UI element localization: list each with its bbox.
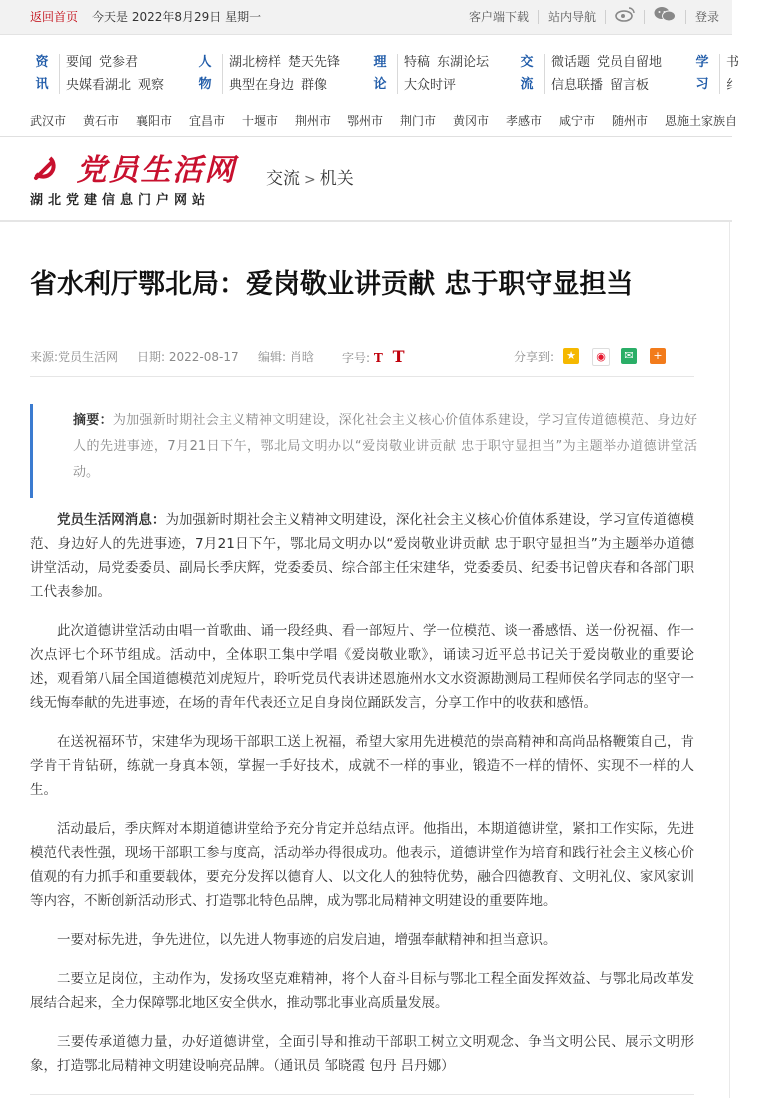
city-link[interactable]: 孝感市 bbox=[506, 114, 543, 128]
article-abstract bbox=[30, 404, 697, 498]
nav-link[interactable]: 书 bbox=[726, 55, 740, 70]
nav-category[interactable]: 理 论 bbox=[372, 52, 388, 96]
nav-link[interactable]: 群像 bbox=[301, 78, 328, 93]
nav-category[interactable]: 学 习 bbox=[694, 52, 710, 96]
nav-category[interactable]: 交 流 bbox=[519, 52, 535, 96]
article-paragraph: 此次道德讲堂活动由唱一首歌曲、诵一段经典、看一部短片、学一位模范、谈一番感悟、送一份祝福、作一次点评七个环节组成。活动中，全体职工集中学唱《爱岗敬业歌》，诵读习近平总书记关于爱岗敬业的重要论述，观看第八届全国道德模范刘虎短片，聆听党员代表讲述恩施州水文水资源勘测局工程师侯名学同志的坚守一线无悔奉献的先进事迹，在场的青年代表还立足自身岗位踊跃发言，分享工作中的收获和感悟。 bbox=[30, 623, 694, 711]
city-nav bbox=[0, 110, 760, 132]
article-paragraph: 一要对标先进，争先进位，以先进人物事迹的启发启迪，增强奉献精神和担当意识。 bbox=[57, 932, 557, 948]
qzone-share-icon[interactable]: ★ bbox=[563, 348, 579, 364]
divider bbox=[0, 136, 732, 137]
top-bar bbox=[0, 0, 732, 35]
site-nav-link[interactable]: 站内导航 bbox=[547, 10, 596, 24]
nav-category[interactable]: 人 物 bbox=[197, 52, 213, 96]
nav-link[interactable]: 留言板 bbox=[610, 78, 650, 93]
breadcrumb bbox=[266, 164, 354, 189]
nav-category[interactable]: 资 讯 bbox=[34, 52, 50, 96]
party-emblem-icon bbox=[30, 153, 72, 188]
city-link[interactable]: 荆州市 bbox=[295, 114, 332, 128]
divider bbox=[729, 222, 730, 1098]
font-size-label: 字号: bbox=[342, 351, 371, 365]
article-editor: 编辑: 肖晗 bbox=[258, 350, 314, 364]
city-link[interactable]: 黄石市 bbox=[83, 114, 120, 128]
wechat-share-icon[interactable]: ✉ bbox=[621, 348, 637, 364]
breadcrumb-level2[interactable]: 机关 bbox=[319, 169, 354, 189]
nav-link[interactable]: 东湖论坛 bbox=[437, 55, 490, 70]
client-download-link[interactable]: 客户端下载 bbox=[468, 10, 529, 24]
article-source: 来源:党员生活网 bbox=[30, 350, 119, 364]
nav-link[interactable]: 湖北榜样 bbox=[229, 55, 282, 70]
nav-link[interactable]: 信息联播 bbox=[551, 78, 604, 93]
font-large-button[interactable]: T bbox=[392, 347, 405, 366]
city-link[interactable]: 黄冈市 bbox=[453, 114, 490, 128]
lead-label: 党员生活网消息： bbox=[57, 512, 166, 528]
today-date: 今天是 2022年8月29日 星期一 bbox=[92, 10, 262, 24]
site-logo[interactable] bbox=[30, 145, 240, 211]
city-link[interactable]: 鄂州市 bbox=[347, 114, 384, 128]
city-link[interactable]: 荆门市 bbox=[400, 114, 437, 128]
login-link[interactable]: 登录 bbox=[694, 10, 719, 24]
city-link[interactable]: 襄阳市 bbox=[136, 114, 173, 128]
wechat-icon[interactable] bbox=[645, 0, 685, 34]
weibo-share-icon[interactable]: ◉ bbox=[592, 348, 610, 366]
share-label: 分享到: bbox=[514, 350, 555, 364]
abstract-text: 为加强新时期社会主义精神文明建设，深化社会主义核心价值体系建设，学习宣传道德模范、身边好人的先进事迹，7月21日下午，鄂北局文明办以“爱岗敬业讲贡献 忠于职守显担当”为主题举办道德讲堂活动。 bbox=[73, 413, 697, 480]
article-body bbox=[30, 508, 694, 1093]
city-link[interactable]: 宜昌市 bbox=[189, 114, 226, 128]
city-link[interactable]: 武汉市 bbox=[30, 114, 67, 128]
city-link[interactable]: 咸宁市 bbox=[559, 114, 596, 128]
more-share-icon[interactable]: + bbox=[650, 348, 666, 364]
article-paragraph: 三要传承道德力量，办好道德讲堂，全面引导和推动干部职工树立文明观念、争当文明公民、展示文明形象，打造鄂北局精神文明建设响亮品牌。（通讯员 邹晓霞 包丹 吕丹娜） bbox=[30, 1034, 694, 1074]
nav-link[interactable]: 观察 bbox=[138, 78, 165, 93]
divider bbox=[30, 1094, 694, 1095]
breadcrumb-level1[interactable]: 交流 bbox=[266, 169, 300, 189]
weibo-icon[interactable] bbox=[606, 0, 644, 34]
home-link[interactable]: 返回首页 bbox=[30, 10, 79, 24]
article-paragraph: 二要立足岗位，主动作为，发扬攻坚克难精神，将个人奋斗目标与鄂北工程全面发挥效益、与鄂北局改革发展结合起来，全力保障鄂北地区安全供水，推动鄂北事业高质量发展。 bbox=[30, 971, 694, 1011]
nav-link[interactable]: 党参君 bbox=[99, 55, 139, 70]
logo-brand: 党员生活网 bbox=[30, 145, 236, 189]
logo-subtitle: 湖北党建信息门户网站 bbox=[30, 193, 211, 208]
nav-link[interactable]: 央媒看湖北 bbox=[66, 78, 132, 93]
font-small-button[interactable]: T bbox=[373, 351, 383, 365]
article-title: 省水利厅鄂北局：爱岗敬业讲贡献 忠于职守显担当 bbox=[30, 269, 634, 301]
nav-link[interactable]: 大众时评 bbox=[404, 78, 457, 93]
nav-link[interactable]: 特稿 bbox=[404, 55, 431, 70]
article-paragraph: 在送祝福环节，宋建华为现场干部职工送上祝福，希望大家用先进模范的崇高精神和高尚品格鞭策自己，肯学肯干肯钻研，练就一身真本领，掌握一手好技术，成就不一样的事业，锻造不一样的情怀、实现不一样的人生。 bbox=[30, 734, 694, 798]
font-size-control bbox=[342, 346, 405, 369]
top-right-links bbox=[460, 0, 728, 34]
nav-link[interactable]: 党员自留地 bbox=[597, 55, 663, 70]
nav-link[interactable]: 要闻 bbox=[66, 55, 93, 70]
city-link[interactable]: 随州市 bbox=[612, 114, 649, 128]
abstract-label: 摘要： bbox=[73, 413, 113, 428]
nav-link[interactable]: 纟 bbox=[726, 78, 740, 93]
city-link[interactable]: 十堰市 bbox=[242, 114, 279, 128]
article-date: 日期: 2022-08-17 bbox=[137, 350, 239, 364]
article-paragraph: 活动最后，季庆辉对本期道德讲堂给予充分肯定并总结点评。他指出，本期道德讲堂，紧扣工作实际，先进模范代表性强，现场干部职工参与度高，活动举办得很成功。他表示，道德讲堂作为培育和践行社会主义核心价值观的有力抓手和重要载体，要充分发挥以德育人、以文化人的独特优势，融合四德教育、文明礼仪、家风家训等内容，不断创新活动形式、打造鄂北特色品牌，成为鄂北局精神文明建设的重要阵地。 bbox=[30, 821, 694, 909]
article-meta bbox=[30, 346, 694, 368]
nav-link[interactable]: 微话题 bbox=[551, 55, 591, 70]
nav-link[interactable]: 楚天先锋 bbox=[288, 55, 341, 70]
main-nav bbox=[0, 46, 760, 100]
divider bbox=[30, 376, 694, 377]
nav-link[interactable]: 典型在身边 bbox=[229, 78, 295, 93]
article-paragraph: 党员生活网消息：为加强新时期社会主义精神文明建设，深化社会主义核心价值体系建设，学习宣传道德模范、身边好人的先进事迹，7月21日下午，鄂北局文明办以“爱岗敬业讲贡献 忠于职守显担当”为主题举办道德讲堂活动，局党委委员、副局长季庆辉，党委委员、综合部主任宋建华，党委委员、纪委书记曾庆春和各部门职工代表参加。 bbox=[30, 512, 695, 600]
breadcrumb-separator: > bbox=[304, 172, 316, 188]
city-link[interactable]: 恩施土家族自 bbox=[665, 114, 738, 128]
divider bbox=[0, 220, 732, 222]
